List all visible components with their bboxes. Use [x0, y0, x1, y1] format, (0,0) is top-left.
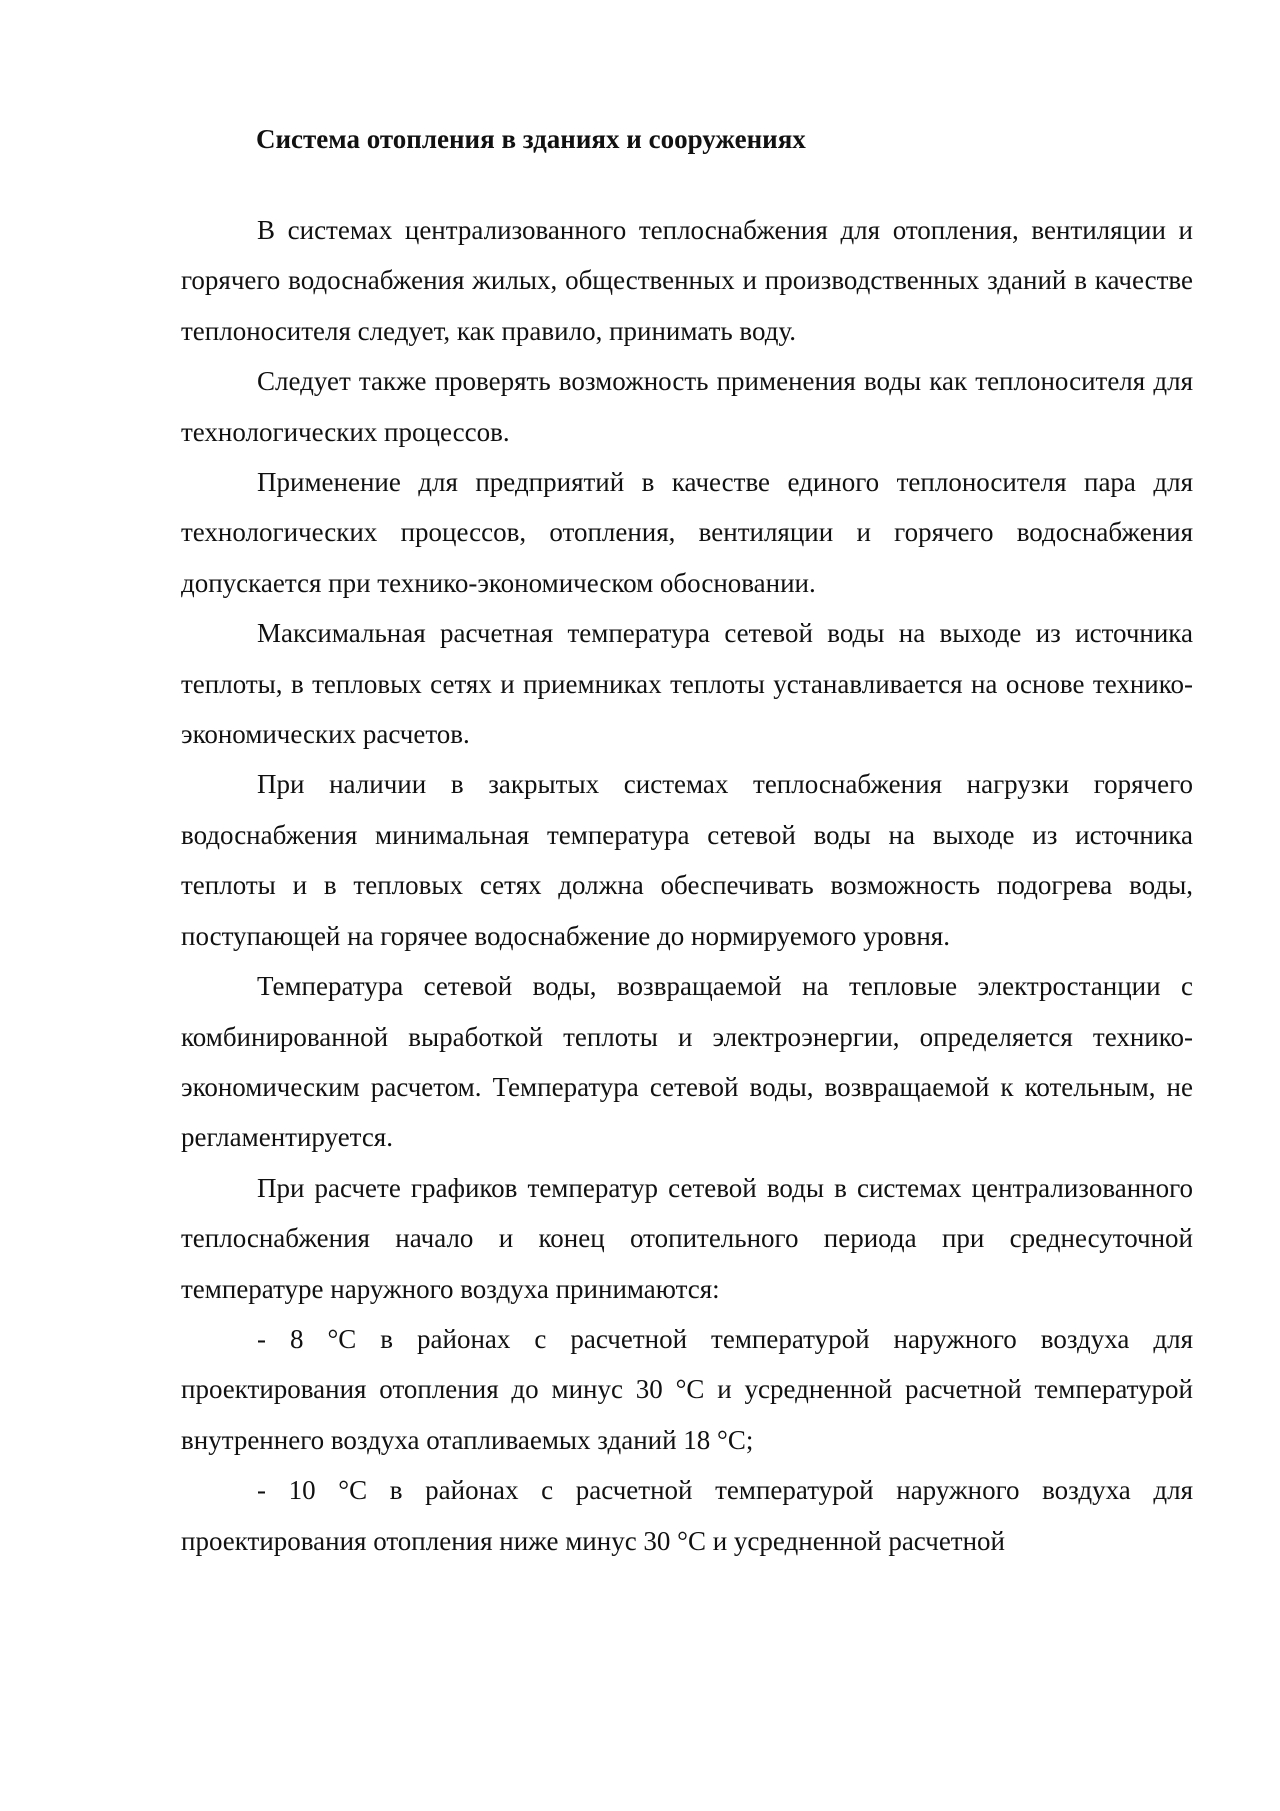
paragraph: Температура сетевой воды, возвращаемой на тепловые электростанции с комбинированной выработкой теплоты и электроэнергии, определяется технико-экономическим расчетом. Температура сетевой воды, возвращаемой к котельным, не регламентируется.	[181, 971, 1193, 1153]
paragraph: Применение для предприятий в качестве единого теплоносителя пара для технологических процессов, отопления, вентиляции и горячего водоснабжения допускается при технико-экономическом обосновании.	[181, 467, 1193, 598]
list-item: - 8 °С в районах с расчетной температурой наружного воздуха для проектирования отопления до минус 30 °С и усредненной расчетной температурой внутреннего воздуха отапливаемых зданий 18 °С;	[181, 1323, 1193, 1455]
paragraph: Следует также проверять возможность применения воды как теплоносителя для технологических процессов.	[181, 366, 1193, 447]
paragraph: В системах централизованного теплоснабжения для отопления, вентиляции и горячего водоснабжения жилых, общественных и производственных зданий в качестве теплоносителя следует, как правило, принимать воду.	[181, 215, 1193, 346]
list-item: - 10 °С в районах с расчетной температурой наружного воздуха для проектирования отопления ниже минус 30 °С и усредненной расчетной	[181, 1475, 1193, 1556]
document-body	[181, 205, 1193, 1566]
paragraph: Максимальная расчетная температура сетевой воды на выходе из источника теплоты, в тепловых сетях и приемниках теплоты устанавливается на основе технико-экономических расчетов.	[181, 618, 1193, 750]
document-title: Система отопления в зданиях и сооружениях	[256, 124, 806, 154]
paragraph: При расчете графиков температур сетевой воды в системах централизованного теплоснабжения начало и конец отопительного периода при среднесуточной температуре наружного воздуха принимаются:	[181, 1172, 1193, 1304]
paragraph: При наличии в закрытых системах теплоснабжения нагрузки горячего водоснабжения минимальная температура сетевой воды на выходе из источника теплоты и в тепловых сетях должна обеспечивать возможность подогрева воды, поступающей на горячее водоснабжение до нормируемого уровня.	[181, 769, 1193, 951]
